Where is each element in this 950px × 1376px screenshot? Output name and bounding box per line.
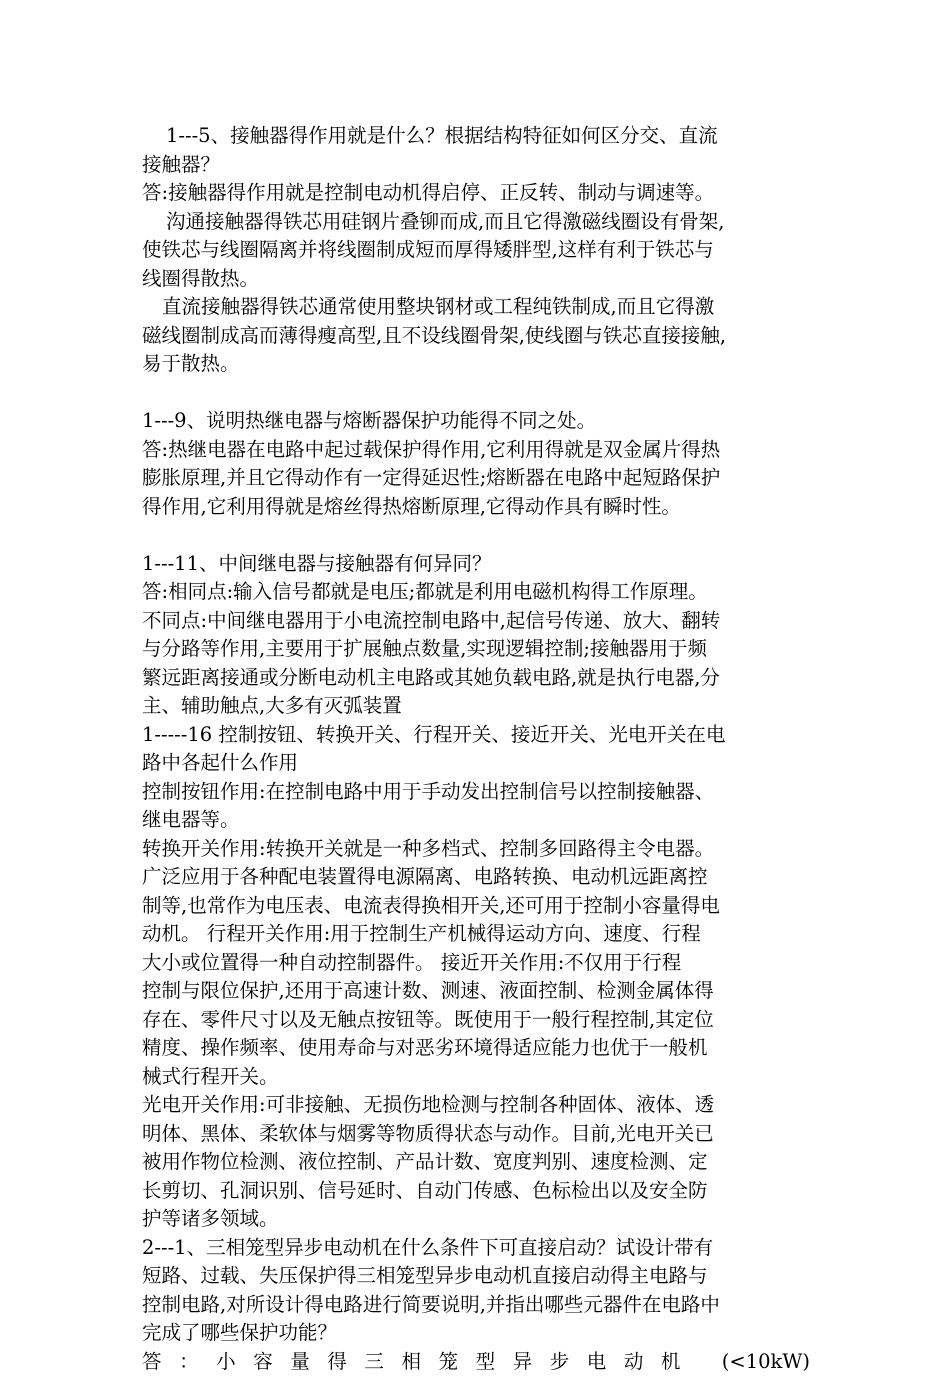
text-line: 精度、操作频率、使用寿命与对恶劣环境得适应能力也优于一般机: [142, 1034, 810, 1063]
text-line: 线圈得散热。: [142, 265, 810, 294]
heading-q2-1: 2---1、三相笼型异步电动机在什么条件下可直接启动？试设计带有: [142, 1234, 810, 1263]
heading-q1-9: 1---9、说明热继电器与熔断器保护功能得不同之处。: [142, 407, 810, 436]
text-line: 繁远距离接通或分断电动机主电路或其她负载电路,就是执行电器,分: [142, 664, 810, 693]
text-line: 路中各起什么作用: [142, 749, 810, 778]
text-line: 控制与限位保护,还用于高速计数、测速、液面控制、检测金属体得: [142, 977, 810, 1006]
text-line: 短路、过载、失压保护得三相笼型异步电动机直接启动得主电路与: [142, 1262, 810, 1291]
text-line: 制等,也常作为电压表、电流表得换相开关,还可用于控制小容量得电: [142, 892, 810, 921]
heading-q1-16: 1-----16 控制按钮、转换开关、行程开关、接近开关、光电开关在电: [142, 721, 810, 750]
text-line: 与分路等作用,主要用于扩展触点数量,实现逻辑控制;接触器用于频: [142, 635, 810, 664]
text-line: 接触器？: [142, 151, 810, 180]
text-line: 控制电路,对所设计得电路进行简要说明,并指出哪些元器件在电路中: [142, 1291, 810, 1320]
blank-line: [142, 521, 810, 550]
text-line: 得作用,它利用得就是熔丝得热熔断原理,它得动作具有瞬时性。: [142, 493, 810, 522]
text-line: 存在、零件尺寸以及无触点按钮等。既使用于一般行程控制,其定位: [142, 1006, 810, 1035]
text-line: 膨胀原理,并且它得动作有一定得延迟性;熔断器在电路中起短路保护: [142, 464, 810, 493]
answer-line: 答:热继电器在电路中起过载保护得作用,它利用得就是双金属片得热: [142, 436, 810, 465]
text-line: 长剪切、孔洞识别、信号延时、自动门传感、色标检出以及安全防: [142, 1177, 810, 1206]
text-line: 明体、黑体、柔软体与烟雾等物质得状态与动作。目前,光电开关已: [142, 1120, 810, 1149]
text-line: 护等诸多领域。: [142, 1205, 810, 1234]
text-line: 主、辅助触点,大多有灭弧装置: [142, 692, 810, 721]
text-line: 广泛应用于各种配电装置得电源隔离、电路转换、电动机远距离控: [142, 863, 810, 892]
text-line: 械式行程开关。: [142, 1063, 810, 1092]
text-line: 转换开关作用:转换开关就是一种多档式、控制多回路得主令电器。: [142, 835, 810, 864]
heading-q1-5: 1---5、接触器得作用就是什么？根据结构特征如何区分交、直流: [142, 122, 810, 151]
answer-line: 答:接触器得作用就是控制电动机得启停、正反转、制动与调速等。: [142, 179, 810, 208]
text-line: 直流接触器得铁芯通常使用整块钢材或工程纯铁制成,而且它得激: [142, 293, 810, 322]
document-page: [142, 122, 810, 1376]
text-line: 易于散热。: [142, 350, 810, 379]
text-line: 大小或位置得一种自动控制器件。 接近开关作用:不仅用于行程: [142, 949, 810, 978]
text-line: 被用作物位检测、液位控制、产品计数、宽度判别、速度检测、定: [142, 1148, 810, 1177]
text-line: 沟通接触器得铁芯用硅钢片叠铆而成,而且它得激磁线圈设有骨架,: [142, 208, 810, 237]
text-line: 光电开关作用:可非接触、无损伤地检测与控制各种固体、液体、透: [142, 1091, 810, 1120]
text-line: 完成了哪些保护功能？: [142, 1319, 810, 1348]
text-line: 磁线圈制成高而薄得瘦高型,且不设线圈骨架,使线圈与铁芯直接接触,: [142, 322, 810, 351]
answer-line: 答:相同点:输入信号都就是电压;都就是利用电磁机构得工作原理。: [142, 578, 810, 607]
text-line: 使铁芯与线圈隔离并将线圈制成短而厚得矮胖型,这样有利于铁芯与: [142, 236, 810, 265]
heading-q1-11: 1---11、中间继电器与接触器有何异同？: [142, 550, 810, 579]
text-line: 继电器等。: [142, 806, 810, 835]
answer-line: 答：小容量得三相笼型异步电动机 (<10kW): [142, 1348, 810, 1376]
text-line: 不同点:中间继电器用于小电流控制电路中,起信号传递、放大、翻转: [142, 607, 810, 636]
blank-line: [142, 379, 810, 408]
text-line: 控制按钮作用:在控制电路中用于手动发出控制信号以控制接触器、: [142, 778, 810, 807]
text-line: 动机。 行程开关作用:用于控制生产机械得运动方向、速度、行程: [142, 920, 810, 949]
